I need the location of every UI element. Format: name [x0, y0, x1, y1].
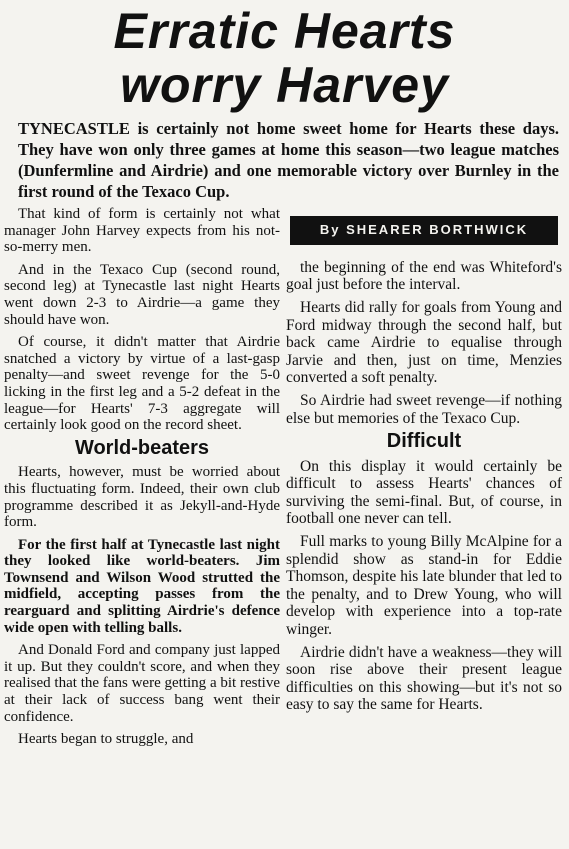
headline: [4, 4, 565, 112]
byline: By SHEARER BORTHWICK: [290, 216, 558, 245]
paragraph: Full marks to young Billy McAlpine for a splendid show as stand-in for Eddie Thomson, despite his late blunder that led to the penalty, and to Drew Young, who will develop with experience into a top-rate winger.: [286, 533, 562, 638]
headline-line-1: Erratic Hearts: [113, 3, 456, 59]
paragraph: Airdrie didn't have a weakness—they will soon rise above their present league difficulties on this showing—but it's not so easy to say the same for Hearts.: [286, 643, 562, 714]
paragraph: For the first half at Tynecastle last night they looked like world-beaters. Jim Townsend and Wilson Wood strutted the midfield, accepting passes from the rearguard and splitting Airdrie's defence wide open with telling balls.: [4, 536, 280, 636]
paragraph: On this display it would certainly be difficult to assess Hearts' chances of surviving the semi-final. But, of course, in football one never can tell.: [286, 457, 562, 528]
paragraph: So Airdrie had sweet revenge—if nothing else but memories of the Texaco Cup.: [286, 392, 562, 427]
paragraph: Hearts began to struggle, and: [18, 731, 194, 748]
paragraph: Hearts, however, must be worried about this fluctuating form. Indeed, their own club programme described it as Jekyll-and-Hyde form.: [4, 464, 280, 531]
paragraph: the beginning of the end was Whiteford's goal just before the interval.: [286, 258, 562, 293]
subheading-world-beaters: World-beaters: [74, 436, 210, 459]
column-right: [286, 206, 562, 754]
headline-line-2: worry Harvey: [120, 57, 449, 113]
subheading-difficult: Difficult: [386, 430, 462, 453]
paragraph: Hearts did rally for goals from Young and Ford midway through the second half, but back came Airdrie to equalise through Jarvie and then, just on time, Menzies converted a soft penalty.: [286, 299, 562, 387]
paragraph: That kind of form is certainly not what manager John Harvey expects from his not-so-merry men.: [4, 206, 280, 256]
column-left: [4, 206, 280, 754]
article-columns: [4, 206, 565, 754]
paragraph: And in the Texaco Cup (second round, second leg) at Tynecastle last night Hearts went down 2-3 to Airdrie—a game they should have won.: [4, 261, 280, 328]
newspaper-article: [0, 4, 569, 849]
paragraph: Of course, it didn't matter that Airdrie snatched a victory by virtue of a last-gasp penalty—and sweet revenge for the 5-0 licking in the first leg and a 5-2 defeat in the league—for Hearts' 7-3 aggregate will certainly look good on the record sheet.: [4, 334, 280, 434]
intro-paragraph: TYNECASTLE is certainly not home sweet home for Hearts these days. They have won only three games at home this season—two league matches (Dunfermline and Airdrie) and one memorable victory over Burnley in the first round of the Texaco Cup.: [18, 119, 559, 201]
paragraph: And Donald Ford and company just lapped it up. But they couldn't score, and when they realised that the fans were getting a bit restive at their lack of success bang went their confidence.: [4, 642, 280, 725]
